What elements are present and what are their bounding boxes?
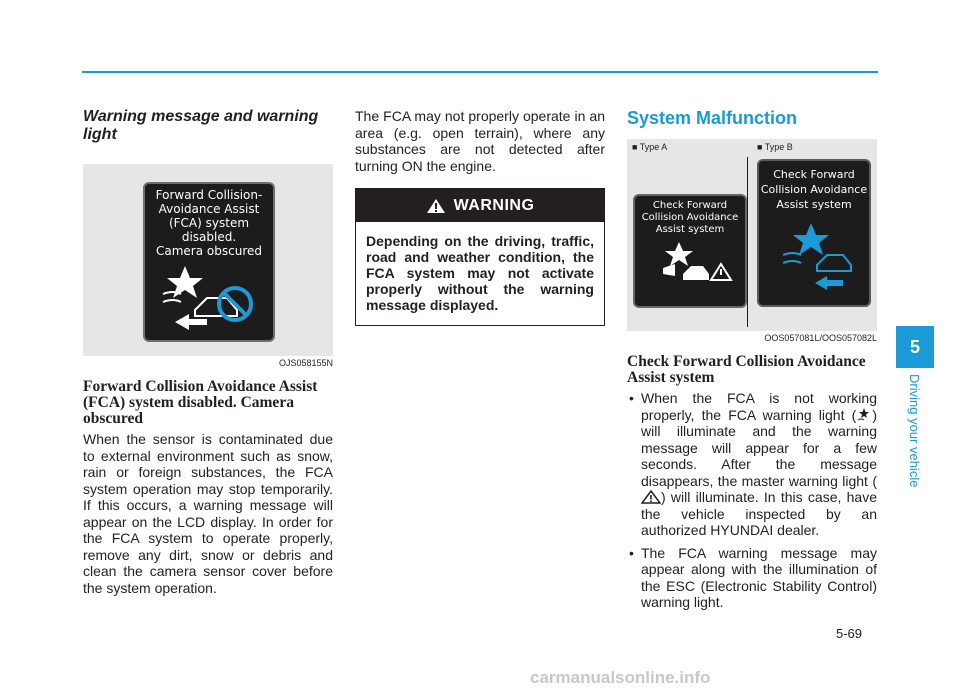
- type-b-label: ■ Type B: [757, 142, 793, 152]
- fca-disabled-figure: [83, 164, 333, 356]
- bullet-text: When the FCA is not working properly, the FCA warning light (: [641, 390, 877, 423]
- warning-header: [356, 189, 604, 222]
- lcd-panel-type-a: [633, 194, 747, 308]
- image-caption: OJS058155N: [278, 358, 333, 368]
- warning-body: Depending on the driving, traffic, road and weather condition, the FCA system may not activate properly without the warning message displayed.: [366, 233, 594, 313]
- list-item: • The FCA warning message may appear along with the illumination of the ESC (Electronic Stability Control) warning light.: [627, 545, 877, 611]
- panel-line: Avoidance Assist: [158, 202, 260, 216]
- panel-line: Forward Collision-: [155, 188, 263, 202]
- collision-warning-icon: [759, 221, 869, 301]
- fca-warning-light-icon: [856, 408, 872, 422]
- body-text: The FCA may not properly operate in an area (e.g. open terrain), where any substances are not detected after turning ON the engine.: [355, 108, 605, 174]
- chapter-title-vertical: [896, 368, 934, 508]
- watermark: carmanualsonline.info: [530, 668, 711, 687]
- warning-box: [355, 188, 605, 326]
- panel-line: Assist system: [655, 224, 725, 235]
- subheading: Forward Collision Avoidance Assist (FCA) system disabled. Camera obscured: [83, 378, 318, 427]
- panel-line: Collision Avoidance: [760, 183, 868, 196]
- panel-line: Assist system: [776, 198, 852, 211]
- header-rule: [82, 71, 878, 73]
- section-title: System Malfunction: [627, 108, 798, 128]
- image-caption: OOS057081L/OOS057082L: [764, 333, 877, 343]
- figure-divider: [747, 157, 748, 327]
- panel-line: Camera obscured: [156, 244, 262, 258]
- master-warning-light-icon: [641, 490, 661, 504]
- chapter-title: Driving your vehicle: [907, 374, 922, 488]
- lcd-panel-type-b: [757, 159, 871, 307]
- bullet-list: [627, 390, 877, 611]
- subheading: Check Forward Collision Avoidance Assist system: [627, 353, 866, 386]
- chapter-number-tab: 5: [896, 326, 934, 368]
- page-number: 5-69: [836, 626, 863, 641]
- malfunction-figure: [627, 139, 877, 331]
- type-a-label: ■ Type A: [632, 142, 668, 152]
- warning-title: WARNING: [453, 196, 535, 214]
- panel-line: (FCA) system: [168, 216, 250, 230]
- panel-line: Check Forward: [652, 200, 728, 211]
- body-text: When the sensor is contaminated due to external environment such as snow, rain or foreign substances, the FCA system operation may stop temporarily. If this occurs, a warning message will appear on the LCD display. In order for the FCA system to operate properly, remove any dirt, snow or debris and clean the camera sensor cover before the system operation.: [83, 431, 333, 596]
- bullet-text: ) will illuminate. In this case, have the vehicle inspected by an authorized HYUNDAI dealer.: [641, 489, 877, 538]
- collision-warning-icon: [635, 240, 745, 300]
- lcd-panel: [143, 182, 275, 342]
- panel-line: Collision Avoidance: [641, 212, 739, 223]
- left-column: [83, 108, 333, 596]
- right-column: [627, 108, 877, 617]
- list-item: [627, 390, 877, 539]
- section-heading: Warning message and warning light: [83, 108, 319, 143]
- bullet-text: ) will illuminate and the warning message will appear for a few seconds. After the message disappears, the master warning light (: [641, 406, 877, 489]
- panel-line: Check Forward: [773, 168, 855, 181]
- warning-triangle-icon: [426, 198, 446, 214]
- collision-disabled-icon: [145, 262, 273, 342]
- middle-column: [355, 108, 605, 326]
- panel-line: disabled.: [181, 230, 237, 244]
